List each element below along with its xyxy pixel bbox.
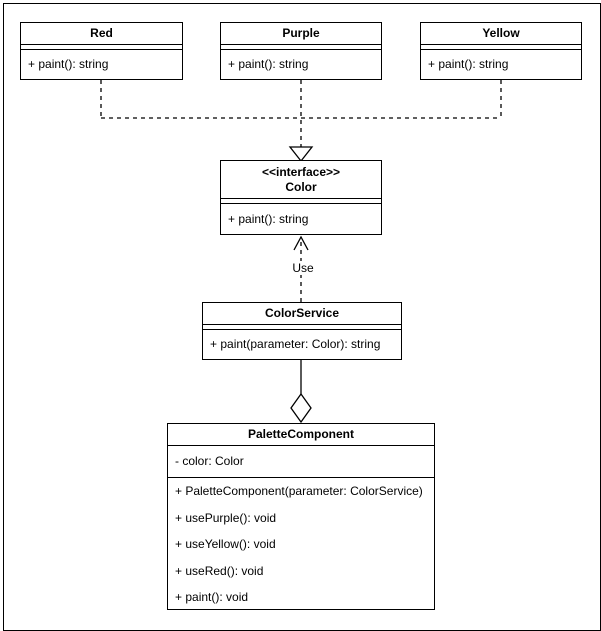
method-item: + paint(): string [428,57,509,71]
method-item: + useYellow(): void [175,537,276,551]
interface-title [221,161,381,199]
interface-stereotype: <<interface>> [261,164,341,179]
methods-compartment [221,204,381,234]
class-title: Red [21,23,182,45]
method-item: + usePurple(): void [175,510,277,525]
method-item: + paint(): string [28,57,109,71]
methods-compartment [21,50,182,79]
methods-compartment [203,330,401,359]
aggregation-diamond-icon [291,394,311,422]
attribute-item: - color: Color [175,454,244,468]
class-title: PaletteComponent [168,424,434,446]
class-title: ColorService [203,303,401,325]
use-edge-label: Use [287,261,319,275]
class-box-red [20,22,183,80]
method-item: + paint(parameter: Color): string [210,337,381,351]
methods-compartment [168,478,434,611]
class-box-purple [220,22,382,80]
class-box-palettecomponent [167,423,435,610]
interface-name: Color [285,179,317,194]
class-box-colorservice [202,302,402,360]
realization-arrowhead-icon [290,147,312,161]
attributes-compartment [168,446,434,478]
class-title: Purple [221,23,381,45]
method-item: + paint(): string [228,211,309,226]
method-item: + paint(): void [175,590,249,604]
methods-compartment [221,50,381,79]
method-item: + paint(): string [228,57,309,71]
method-item: + useRed(): void [175,563,264,578]
methods-compartment [421,50,581,79]
class-title: Yellow [421,23,581,45]
class-box-yellow [420,22,582,80]
interface-box-color [220,160,382,235]
method-item: + PaletteComponent(parameter: ColorService) [175,484,423,498]
